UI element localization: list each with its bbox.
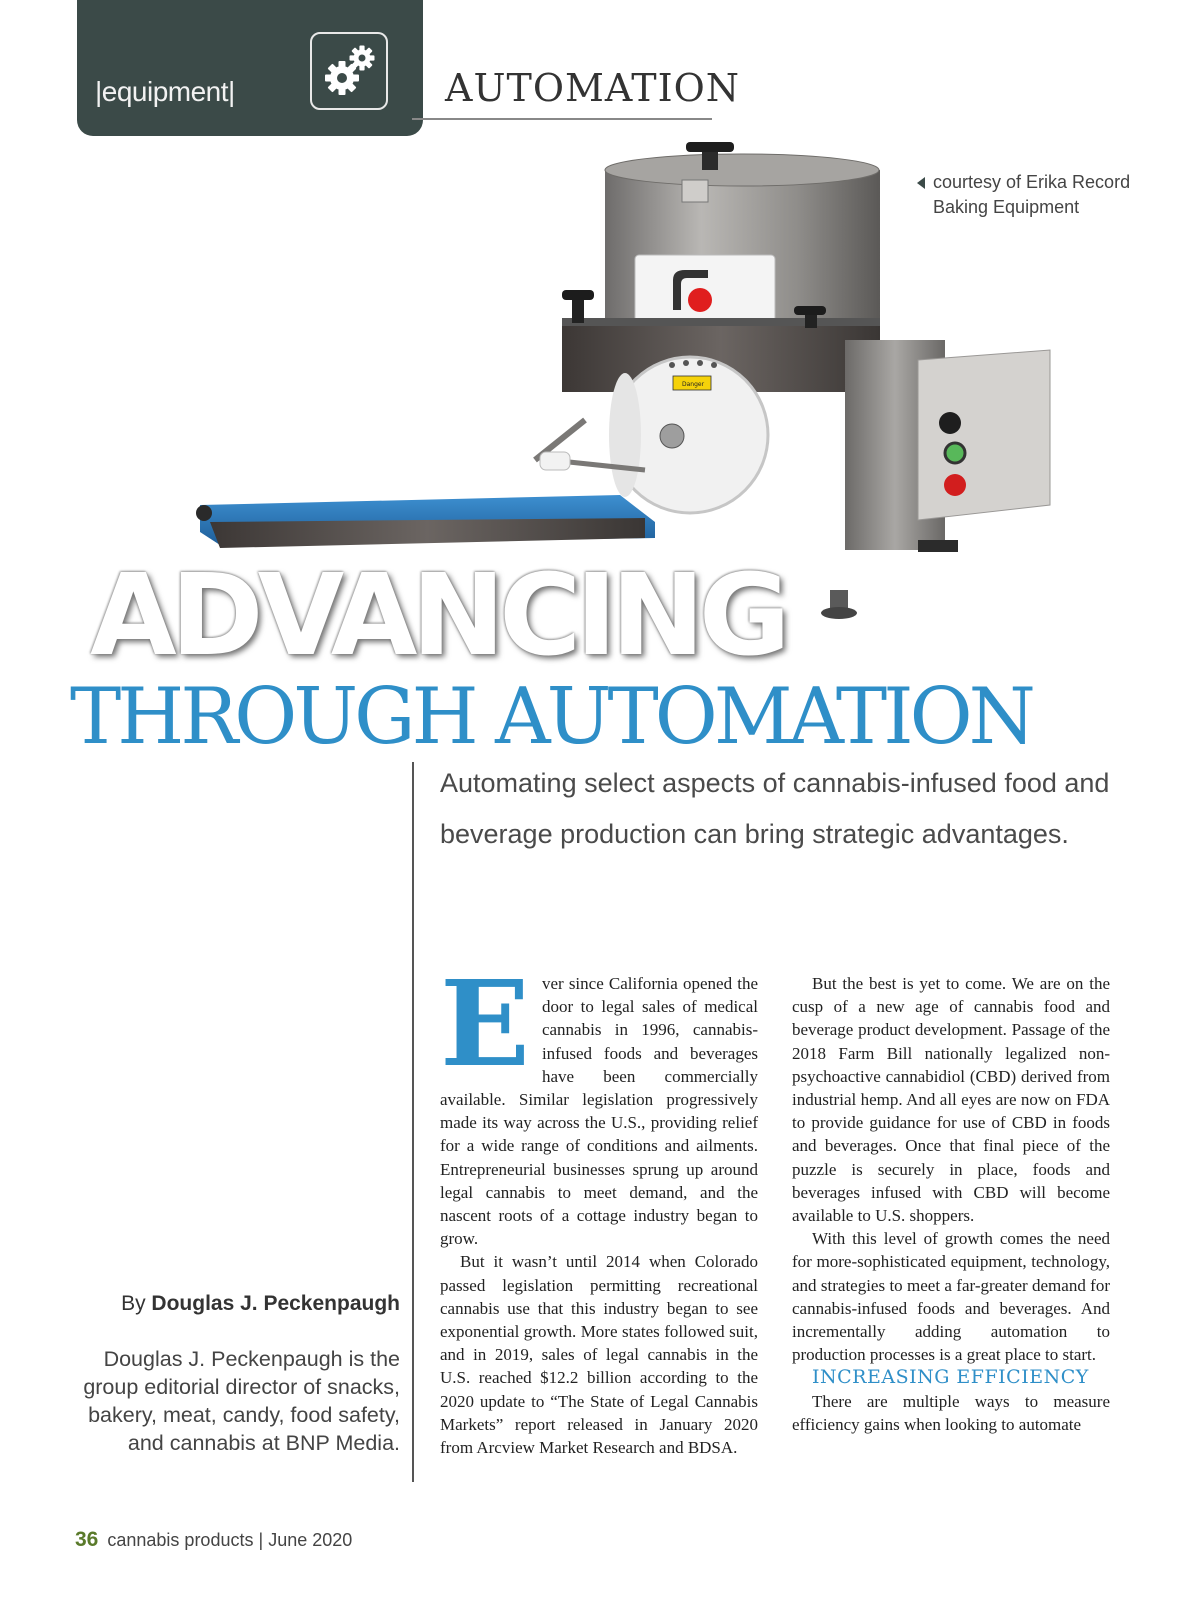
- drop-cap: E: [440, 954, 530, 1093]
- column-divider: [412, 762, 414, 1482]
- footer-separator: |: [258, 1530, 264, 1550]
- headline-line-1: ADVANCING: [90, 551, 785, 681]
- section-tab-label: |equipment|: [95, 76, 235, 107]
- machine-warning-label: Danger: [682, 381, 705, 388]
- byline-prefix: By: [121, 1292, 146, 1315]
- publication-name: cannabis products: [107, 1530, 254, 1550]
- paragraph-text: ver since California opened the door to legal sales of medical cannabis in 1996, cannabis-infused foods and beverages have been commercially available. Similar legislation progressively made its way across the U.S., providing relief for a wide range of conditions and ailments. Entrepreneurial businesses sprung up around legal cannabis to meet demand, and the nascent roots of a cottage industry began to grow.: [440, 974, 758, 1249]
- page-footer: [75, 1528, 352, 1552]
- caret-left-icon: [917, 177, 925, 189]
- subhead: INCREASING EFFICIENCY: [812, 1366, 1089, 1389]
- author-name: Douglas J. Peckenpaugh: [151, 1292, 400, 1315]
- dek: Automating select aspects of cannabis-infused food and beverage production can bring strategic advantages.: [440, 768, 1110, 849]
- article-column-1: [440, 954, 758, 1459]
- paragraph: But the best is yet to come. We are on the cusp of a new age of cannabis food and beverage product development. Passage of the 2018 Farm Bill nationally legalized non-psychoactive cannabidiol (CBD) derived from industrial hemp. And all eyes are now on FDA to provide guidance for use of CBD in foods and beverages. Once that final piece of the puzzle is securely in place, foods and beverages infused with CBD will become available to U.S. shoppers.: [792, 974, 1110, 1226]
- page-number: 36: [75, 1528, 99, 1551]
- photo-credit-text: courtesy of Erika Record Baking Equipment: [933, 172, 1131, 217]
- paragraph: There are multiple ways to measure efficiency gains when looking to automate: [792, 1391, 1110, 1434]
- author-bio: Douglas J. Peckenpaugh is the group editorial director of snacks, bakery, meat, candy, food safety, and cannabis at BNP Media.: [83, 1347, 400, 1455]
- section-title: AUTOMATION: [445, 66, 740, 110]
- paragraph: But it wasn’t until 2014 when Colorado passed legislation permitting recreational cannabis use that this industry began to see exponential growth. More states followed suit, and in 2019, sales of legal cannabis in the U.S. reached $12.2 billion according to the 2020 update to “The State of Legal Cannabis Markets” report released in January 2020 from Arcview Market Research and BDSA.: [440, 1252, 758, 1458]
- gears-icon: [310, 32, 388, 110]
- paragraph: [440, 954, 758, 1250]
- issue-date: June 2020: [268, 1530, 353, 1550]
- article-column-2: [792, 972, 1110, 1436]
- headline-line-2: THROUGH AUTOMATION: [70, 672, 1032, 762]
- paragraph: With this level of growth comes the need for more-sophisticated equipment, technology, and strategies to meet a far-greater demand for cannabis-infused foods and beverages. And incrementally adding automation to production processes is a great place to start.: [792, 1229, 1110, 1365]
- section-title-rule: [412, 118, 712, 120]
- byline: [60, 1292, 400, 1316]
- photo-credit: [933, 170, 1133, 220]
